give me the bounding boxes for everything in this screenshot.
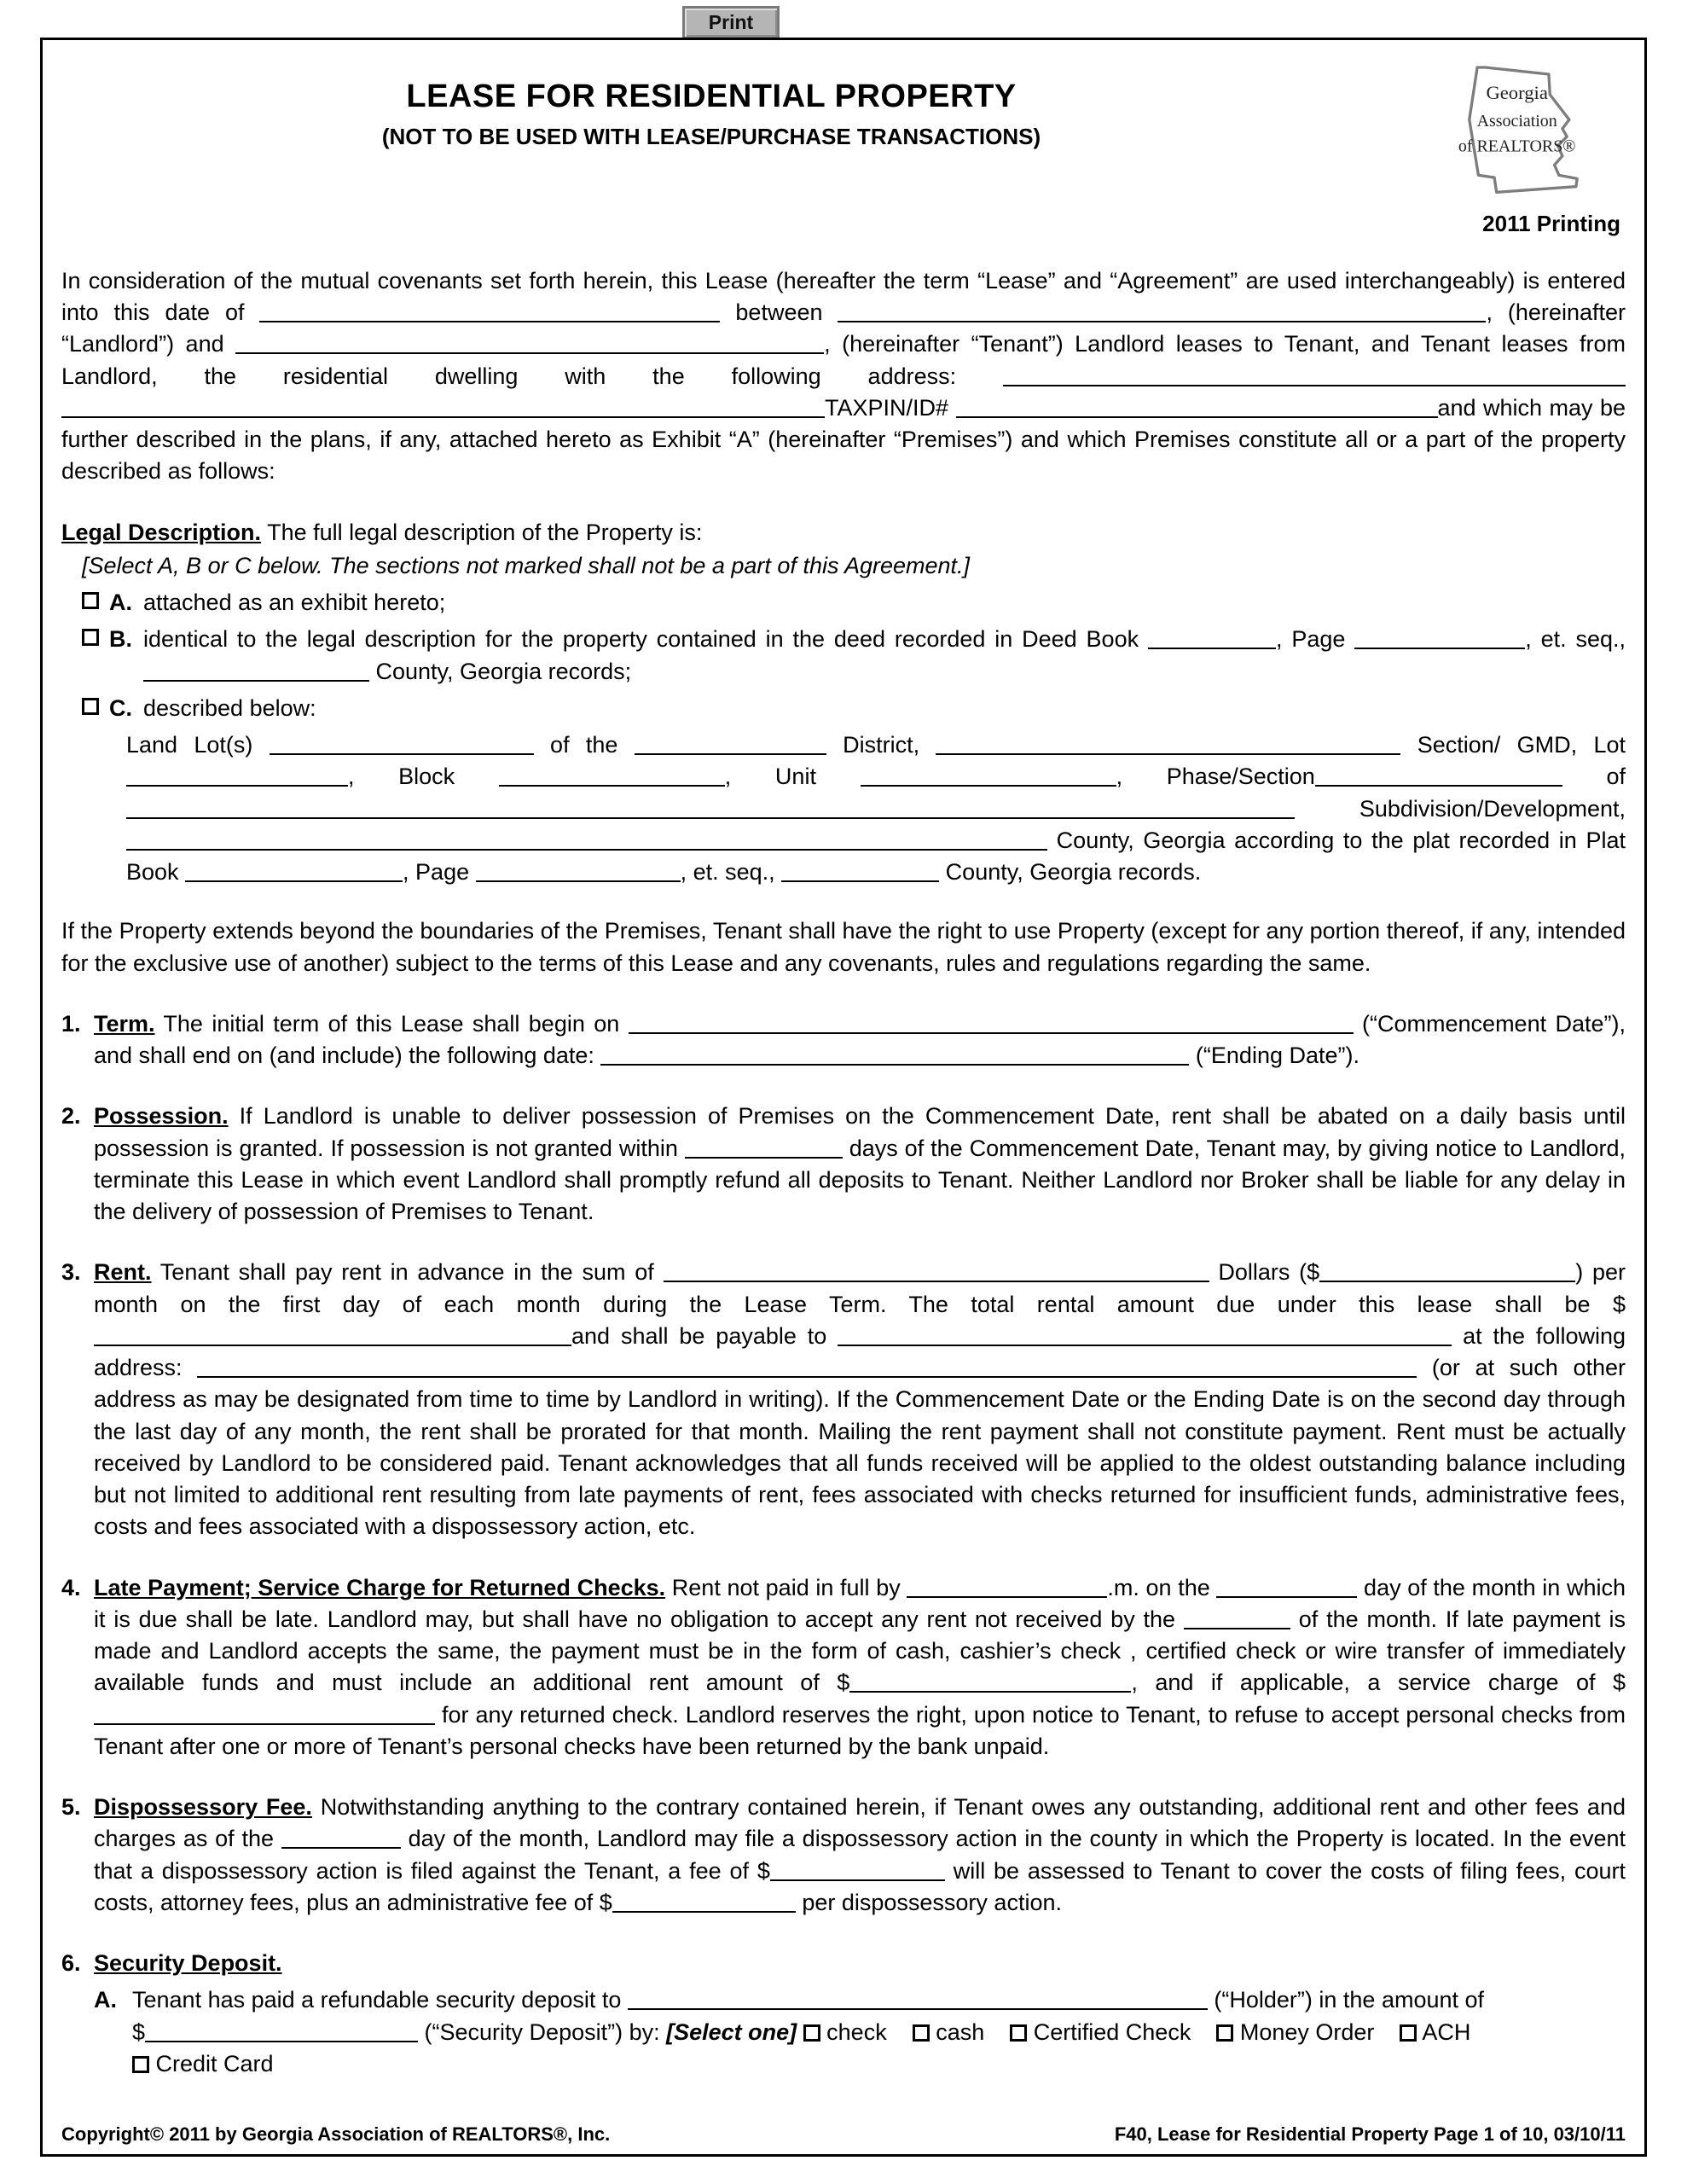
text-run: , et. seq., <box>680 859 782 886</box>
gar-logo <box>1441 61 1595 201</box>
blank-field[interactable] <box>126 764 348 787</box>
legal-description-heading <box>61 517 1626 549</box>
text-run: Dispossessory Fee. <box>94 1794 312 1821</box>
blank-field[interactable] <box>281 1826 401 1850</box>
blank-field[interactable] <box>628 1987 1208 2011</box>
document-header <box>61 54 1626 207</box>
text-run: .m. on the <box>1107 1574 1217 1600</box>
intro-paragraph <box>61 265 1626 488</box>
text-run: , Page <box>403 859 476 886</box>
printing-year: 2011 Printing <box>1482 211 1620 236</box>
text-run: Rent. <box>94 1259 152 1286</box>
legal-option-a <box>82 587 1626 619</box>
text-run: Certified Check <box>1027 2018 1217 2045</box>
property-extends-paragraph <box>61 915 1626 979</box>
blank-field[interactable] <box>861 764 1116 787</box>
section-number: 2. <box>61 1103 81 1130</box>
text-run: attached as an exhibit hereto; <box>143 590 446 616</box>
text-run: , (hereinafter “Tenant”) Landlord leases to Tenant, and Tenant leases from Landlord, the residential dwelling with the following address: <box>61 331 1626 389</box>
checkbox-cash[interactable] <box>913 2024 930 2042</box>
text-run: , Block <box>348 764 499 790</box>
blank-field[interactable] <box>685 1135 843 1159</box>
text-run: Late Payment; Service Charge for Returned Checks. <box>94 1574 666 1600</box>
text-run: (or at such other address as may be designated from time to time by Landlord in writing). If the Commencement Date or the Ending Date is on the second day through the last day of any month, the rent shall be prorated for that month. Mailing the rent payment shall not constitute payment. Rent must be actually received by Landlord to be considered paid. Tenant acknowledges that all funds received will be applied to the oldest outstanding balance including but not limited to additional rent resulting from late payments of rent, fees associated with checks returned for insufficient funds, administrative fees, costs and fees associated with a dispossessory action, etc. <box>94 1355 1626 1540</box>
blank-field[interactable] <box>1184 1606 1290 1629</box>
text-run: and shall be payable to <box>571 1322 838 1349</box>
checkbox-ach[interactable] <box>1400 2024 1417 2042</box>
checkbox-check[interactable] <box>803 2024 820 2042</box>
legal-option-b-text <box>143 624 1626 688</box>
text-run: described below: <box>143 694 316 721</box>
section-number: 6. <box>61 1950 81 1977</box>
blank-field[interactable] <box>476 859 681 883</box>
blank-field[interactable] <box>907 1574 1107 1598</box>
blank-field[interactable] <box>1354 626 1525 650</box>
text-run: Legal Description. <box>61 519 262 545</box>
text-run: of <box>1562 764 1626 790</box>
text-run: County, Georgia according to the plat recorded in Plat Book <box>126 827 1626 886</box>
legal-option-b-letter: B. <box>109 626 132 653</box>
legal-option-b <box>82 624 1626 688</box>
text-run: (“Commencement Date”), and shall end on (and include) the following date: <box>94 1010 1626 1069</box>
text-run: , (hereinafter “Landlord”) and <box>61 299 1626 357</box>
text-run: , Phase/Section <box>1116 764 1315 790</box>
blank-field[interactable] <box>94 1322 571 1346</box>
blank-field[interactable] <box>936 732 1400 756</box>
section-dispossessory-fee-body <box>94 1792 1626 1919</box>
text-run: of the month. If late payment is made and Landlord accepts the same, the payment must be in the form of cash, cashier’s check , certified check or wire transfer of immediately available funds and must include an additional rent amount of $ <box>94 1606 1626 1696</box>
text-run: $ <box>132 2018 146 2045</box>
sub-item-letter: A. <box>94 1987 117 2013</box>
legal-option-a-letter: A. <box>109 590 132 616</box>
section-late-payment <box>61 1572 1626 1763</box>
blank-field[interactable] <box>1319 1259 1575 1283</box>
text-run: Possession. <box>94 1103 229 1130</box>
blank-field[interactable] <box>1315 764 1562 787</box>
text-run: Tenant has paid a refundable security deposit to <box>132 1987 628 2013</box>
blank-field[interactable] <box>197 1355 1417 1379</box>
text-run: at the following address: <box>94 1322 1626 1381</box>
blank-field[interactable] <box>126 827 1047 851</box>
legal-option-c-letter: C. <box>109 694 132 721</box>
text-run: Land Lot(s) <box>126 732 270 758</box>
text-run: , Page <box>1275 626 1355 653</box>
legal-option-a-text <box>143 587 1626 619</box>
security-deposit-item-a <box>94 1984 1626 2080</box>
text-run: Credit Card <box>149 2050 274 2077</box>
footer-form-number: F40, Lease for Residential Property Page 1 of 10, 03/10/11 <box>1114 2123 1626 2145</box>
blank-field[interactable] <box>612 1889 796 1913</box>
blank-field[interactable] <box>1003 363 1626 386</box>
section-number: 3. <box>61 1259 81 1286</box>
text-run: County, Georgia records; <box>369 658 632 684</box>
document-page <box>40 38 1647 2157</box>
text-run: In consideration of the mutual covenants set forth herein, this Lease (hereafter the term “Lease” and “Agreement” are used interchangeably) is entered into this date of <box>61 267 1626 326</box>
blank-field[interactable] <box>1216 1574 1357 1598</box>
text-run: Notwithstanding anything to the contrary contained herein, if Tenant owes any outstanding, additional rent and other fees and charges as of the <box>94 1794 1626 1852</box>
text-run: of the <box>533 732 635 758</box>
text-run: ACH <box>1417 2018 1471 2045</box>
text-run: [Select A, B or C below. The sections not marked shall not be a part of this Agreement.] <box>82 552 971 578</box>
blank-field[interactable] <box>664 1259 1209 1283</box>
section-rent-body <box>94 1257 1626 1542</box>
security-deposit-item-a-text <box>132 1984 1626 2080</box>
logo-text-line3: of REALTORS® <box>1458 136 1576 156</box>
blank-field[interactable] <box>956 394 1438 418</box>
text-run: identical to the legal description for the property contained in the deed recorded in Deed Book <box>143 626 1148 653</box>
page-subtitle: (NOT TO BE USED WITH LEASE/PURCHASE TRANSACTIONS) <box>381 124 1041 150</box>
text-run: for any returned check. Landlord reserves the right, upon notice to Tenant, to refuse to accept personal checks from Tenant after one or more of Tenant’s personal checks have been returned by the bank unpaid. <box>94 1701 1626 1759</box>
blank-field[interactable] <box>635 732 826 756</box>
legal-select-note <box>82 550 1626 582</box>
blank-field[interactable] <box>838 299 1486 323</box>
text-run: [Select one] <box>666 2018 803 2045</box>
text-run: Security Deposit. <box>94 1950 282 1977</box>
text-run: between <box>720 299 838 326</box>
blank-field[interactable] <box>94 1701 435 1725</box>
checkbox-certified-check[interactable] <box>1010 2024 1027 2042</box>
legal-description-block <box>61 517 1626 889</box>
section-term-body <box>94 1008 1626 1072</box>
section-security-deposit-title <box>94 1948 1626 1979</box>
text-run: Section/ GMD, Lot <box>1400 732 1626 758</box>
text-run: District, <box>826 732 936 758</box>
text-run: day of the month, Landlord may file a dispossessory action in the county in which the Property is located. In the event that a dispossessory action is filed against the Tenant, a fee of $ <box>94 1826 1626 1884</box>
section-number: 4. <box>61 1574 81 1600</box>
text-run: Subdivision/Development, <box>1295 795 1626 822</box>
text-run: (“Security Deposit”) by: <box>418 2018 667 2045</box>
checkbox-money-order[interactable] <box>1216 2024 1233 2042</box>
text-run: Dollars ($ <box>1209 1259 1320 1286</box>
text-run: will be assessed to Tenant to cover the costs of filing fees, court costs, attorney fees, plus an administrative fee of $ <box>94 1857 1626 1915</box>
text-run: The initial term of this Lease shall begin on <box>154 1010 629 1037</box>
section-dispossessory-fee <box>61 1792 1626 1919</box>
logo-text-line1: Georgia <box>1486 82 1548 104</box>
section-rent <box>61 1257 1626 1542</box>
text-run: Term. <box>94 1010 155 1037</box>
text-run: cash <box>929 2018 1011 2045</box>
text-run: Money Order <box>1233 2018 1400 2045</box>
blank-field[interactable] <box>126 795 1295 819</box>
section-term <box>61 1008 1626 1072</box>
section-number: 1. <box>61 1010 81 1037</box>
section-possession <box>61 1101 1626 1228</box>
title-block <box>61 54 1361 153</box>
text-run: and which may be further described in the plans, if any, attached hereto as Exhibit “A” (hereinafter “Premises”) and which Premises constitute all or a part of the property described as follows: <box>61 394 1626 485</box>
text-run: If Landlord is unable to deliver possession of Premises on the Commencement Date, rent shall be abated on a daily basis until possession is granted. If possession is not granted within <box>94 1103 1626 1161</box>
checkbox-legal-a[interactable] <box>82 592 99 609</box>
checkbox-legal-b[interactable] <box>82 629 99 646</box>
blank-field[interactable] <box>235 331 824 355</box>
print-button[interactable]: Print <box>682 6 780 39</box>
section-security-deposit <box>61 1948 1626 2080</box>
text-run: days of the Commencement Date, Tenant may, by giving notice to Landlord, terminate this Lease in which event Landlord shall promptly refund all deposits to Tenant. Neither Landlord nor Broker shall be liable for any delay in the delivery of possession of Premises to Tenant. <box>94 1135 1626 1225</box>
legal-option-c-details <box>126 729 1626 888</box>
blank-field[interactable] <box>629 1010 1354 1034</box>
text-run: TAXPIN/ID# <box>825 394 956 421</box>
text-run: (“Ending Date”). <box>1189 1043 1359 1069</box>
blank-field[interactable] <box>259 299 720 323</box>
text-run: Rent not paid in full by <box>665 1574 907 1600</box>
text-run: County, Georgia records. <box>939 859 1202 886</box>
blank-field[interactable] <box>143 658 369 682</box>
blank-field[interactable] <box>849 1670 1131 1693</box>
text-run: day of the month in which it is due shall be late. Landlord may, but shall have no obligation to accept any rent not received by the <box>94 1574 1626 1632</box>
blank-field[interactable] <box>270 732 534 756</box>
blank-field[interactable] <box>1148 626 1276 650</box>
blank-field[interactable] <box>770 1857 945 1881</box>
text-run: The full legal description of the Property is: <box>261 519 703 545</box>
blank-field[interactable] <box>145 2018 418 2042</box>
page-title: LEASE FOR RESIDENTIAL PROPERTY <box>406 78 1017 114</box>
section-late-payment-body <box>94 1572 1626 1763</box>
georgia-state-outline-icon <box>1441 61 1595 201</box>
text-run: per dispossessory action. <box>795 1889 1062 1915</box>
blank-field[interactable] <box>61 394 825 418</box>
text-run: , Unit <box>724 764 861 790</box>
blank-field[interactable] <box>781 859 939 883</box>
text-run: (“Holder”) in the amount of <box>1207 1987 1485 2013</box>
checkbox-legal-c[interactable] <box>82 698 99 715</box>
legal-option-c <box>82 693 1626 724</box>
section-possession-body <box>94 1101 1626 1228</box>
text-run: , and if applicable, a service charge of $ <box>1131 1670 1626 1696</box>
footer-copyright: Copyright© 2011 by Georgia Association of REALTORS®, Inc. <box>61 2123 611 2145</box>
blank-field[interactable] <box>499 764 725 787</box>
legal-option-c-text <box>143 693 1626 724</box>
blank-field[interactable] <box>838 1322 1452 1346</box>
blank-field[interactable] <box>600 1043 1189 1066</box>
text-run: check <box>820 2018 913 2045</box>
text-run: Tenant shall pay rent in advance in the sum of <box>151 1259 664 1286</box>
section-security-deposit-body <box>94 1948 1626 2080</box>
blank-field[interactable] <box>185 859 403 883</box>
checkbox-credit-card[interactable] <box>132 2056 149 2073</box>
text-run: If the Property extends beyond the boundaries of the Premises, Tenant shall have the right to use Property (except for any portion thereof, if any, intended for the exclusive use of another) subject to the terms of this Lease and any covenants, rules and regulations regarding the same. <box>61 918 1626 976</box>
page-footer <box>61 2122 1626 2147</box>
text-run: ) per month on the first day of each month during the Lease Term. The total rental amount due under this lease shall be $ <box>94 1259 1626 1317</box>
logo-text-line2: Association <box>1476 112 1557 131</box>
text-run: , et. seq., <box>1525 626 1626 653</box>
section-number: 5. <box>61 1794 81 1821</box>
toolbar <box>0 0 1687 38</box>
